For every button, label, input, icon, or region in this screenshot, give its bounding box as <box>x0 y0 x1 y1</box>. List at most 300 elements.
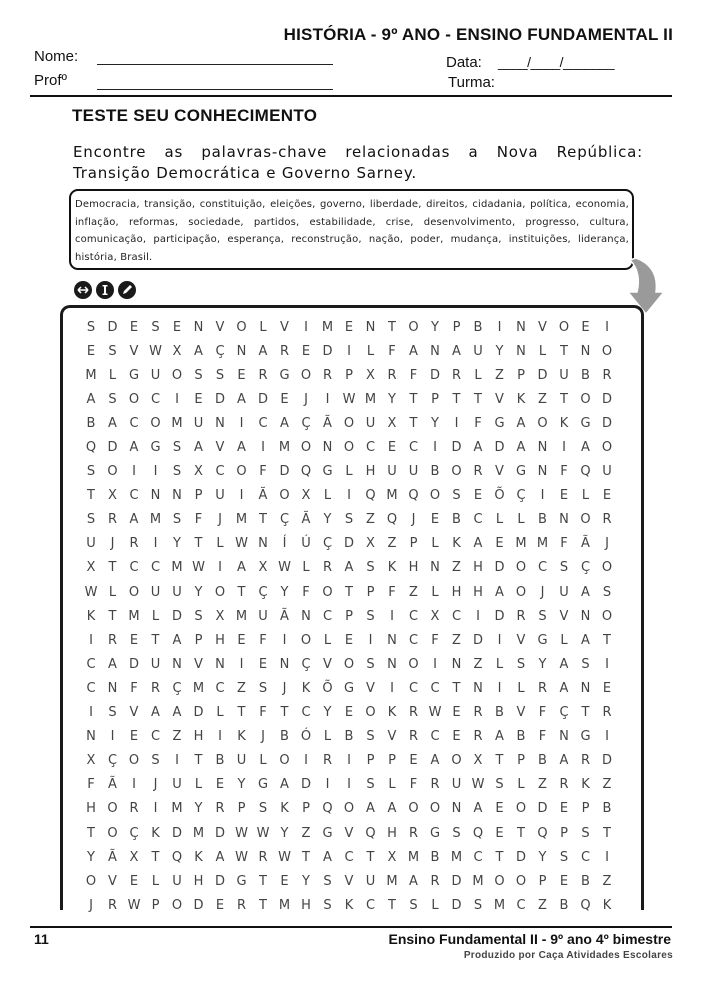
grid-letter[interactable]: G <box>343 680 355 696</box>
grid-letter[interactable]: A <box>237 391 246 407</box>
grid-letter[interactable]: S <box>516 656 526 672</box>
grid-letter[interactable]: W <box>342 391 356 407</box>
grid-letter[interactable]: V <box>387 729 397 745</box>
grid-letter[interactable]: K <box>516 391 526 407</box>
grid-letter[interactable]: I <box>605 319 609 335</box>
grid-letter[interactable]: A <box>172 632 182 648</box>
grid-letter[interactable]: S <box>473 897 483 913</box>
grid-letter[interactable]: I <box>239 415 244 431</box>
grid-letter[interactable]: I <box>175 391 179 407</box>
grid-letter[interactable]: T <box>603 825 611 841</box>
grid-letter[interactable]: C <box>344 849 354 865</box>
grid-letter[interactable]: D <box>494 608 505 624</box>
grid-letter[interactable]: X <box>473 753 483 769</box>
grid-letter[interactable]: V <box>108 873 117 889</box>
grid-letter[interactable]: X <box>366 367 375 383</box>
date-field[interactable]: ____/____/_______ <box>498 54 615 70</box>
grid-letter[interactable]: A <box>129 512 139 528</box>
grid-letter[interactable]: D <box>107 440 118 456</box>
grid-letter[interactable]: O <box>107 825 118 841</box>
grid-letter[interactable]: T <box>388 897 396 913</box>
grid-letter[interactable]: I <box>347 488 351 504</box>
grid-letter[interactable]: E <box>344 705 354 721</box>
grid-letter[interactable]: M <box>85 367 97 383</box>
grid-letter[interactable]: P <box>560 825 568 841</box>
grid-letter[interactable]: T <box>495 753 504 769</box>
grid-letter[interactable]: U <box>602 464 612 480</box>
grid-letter[interactable]: E <box>602 680 612 696</box>
grid-letter[interactable]: T <box>452 680 461 696</box>
grid-letter[interactable]: L <box>538 343 547 359</box>
grid-letter[interactable]: C <box>537 560 548 576</box>
grid-letter[interactable]: K <box>86 608 96 624</box>
grid-letter[interactable]: V <box>516 632 526 648</box>
grid-letter[interactable]: Z <box>538 897 547 913</box>
grid-letter[interactable]: U <box>150 656 161 672</box>
grid-letter[interactable]: A <box>237 440 246 456</box>
grid-letter[interactable]: D <box>515 849 526 865</box>
grid-letter[interactable]: O <box>128 753 140 769</box>
grid-letter[interactable]: U <box>473 343 483 359</box>
grid-letter[interactable]: A <box>86 391 96 407</box>
grid-letter[interactable]: U <box>172 777 182 793</box>
grid-letter[interactable]: R <box>473 705 483 721</box>
grid-letter[interactable]: J <box>89 897 93 913</box>
grid-letter[interactable]: Ã <box>280 608 289 624</box>
grid-letter[interactable]: A <box>430 753 440 769</box>
grid-letter[interactable]: O <box>601 440 613 456</box>
grid-letter[interactable]: N <box>236 343 247 359</box>
grid-letter[interactable]: S <box>602 584 612 600</box>
grid-letter[interactable]: R <box>322 560 333 576</box>
grid-letter[interactable]: H <box>86 801 96 817</box>
grid-letter[interactable]: Ç <box>580 560 591 576</box>
grid-letter[interactable]: O <box>494 873 505 889</box>
grid-letter[interactable]: O <box>171 367 183 383</box>
grid-letter[interactable]: B <box>280 729 289 745</box>
grid-letter[interactable]: P <box>345 608 353 624</box>
grid-letter[interactable]: C <box>451 608 462 624</box>
grid-letter[interactable]: T <box>560 391 568 407</box>
grid-letter[interactable]: A <box>495 584 504 600</box>
grid-letter[interactable]: Y <box>538 656 547 672</box>
grid-letter[interactable]: Ó <box>300 729 312 745</box>
grid-letter[interactable]: F <box>431 632 439 648</box>
grid-letter[interactable]: B <box>430 464 440 480</box>
grid-letter[interactable]: T <box>603 632 611 648</box>
grid-letter[interactable]: G <box>150 440 161 456</box>
grid-letter[interactable]: R <box>322 367 333 383</box>
grid-letter[interactable]: Y <box>495 343 504 359</box>
grid-letter[interactable]: N <box>580 343 591 359</box>
grid-letter[interactable]: B <box>581 873 590 889</box>
grid-letter[interactable]: E <box>473 488 483 504</box>
grid-letter[interactable]: I <box>562 440 566 456</box>
grid-letter[interactable]: A <box>581 584 590 600</box>
grid-letter[interactable]: X <box>301 488 311 504</box>
grid-letter[interactable]: A <box>473 801 483 817</box>
grid-letter[interactable]: L <box>495 512 504 528</box>
grid-letter[interactable]: O <box>171 897 183 913</box>
grid-letter[interactable]: K <box>559 415 569 431</box>
grid-letter[interactable]: P <box>409 536 418 552</box>
grid-letter[interactable]: O <box>343 440 355 456</box>
grid-letter[interactable]: E <box>129 873 139 889</box>
grid-letter[interactable]: D <box>214 873 225 889</box>
grid-letter[interactable]: D <box>279 464 290 480</box>
grid-letter[interactable]: X <box>366 536 375 552</box>
grid-letter[interactable]: N <box>387 656 397 672</box>
grid-letter[interactable]: N <box>580 608 591 624</box>
grid-letter[interactable]: U <box>258 608 268 624</box>
grid-letter[interactable]: B <box>516 729 526 745</box>
grid-letter[interactable]: Ç <box>279 512 290 528</box>
grid-letter[interactable]: W <box>428 705 442 721</box>
grid-letter[interactable]: L <box>366 343 375 359</box>
grid-letter[interactable]: Q <box>580 464 591 480</box>
grid-letter[interactable]: N <box>451 656 462 672</box>
grid-letter[interactable]: E <box>581 319 590 335</box>
grid-letter[interactable]: I <box>110 729 115 745</box>
grid-letter[interactable]: M <box>278 440 291 456</box>
grid-letter[interactable]: I <box>304 319 308 335</box>
grid-letter[interactable]: E <box>215 777 225 793</box>
grid-letter[interactable]: S <box>581 825 590 841</box>
grid-letter[interactable]: X <box>194 464 203 480</box>
grid-letter[interactable]: R <box>387 367 397 383</box>
grid-letter[interactable]: Z <box>301 825 311 841</box>
grid-letter[interactable]: M <box>450 849 463 865</box>
grid-letter[interactable]: C <box>150 560 161 576</box>
grid-letter[interactable]: K <box>387 705 397 721</box>
grid-letter[interactable]: U <box>451 777 462 793</box>
grid-letter[interactable]: T <box>409 415 418 431</box>
grid-letter[interactable]: I <box>454 415 459 431</box>
grid-letter[interactable]: R <box>150 680 161 696</box>
grid-letter[interactable]: T <box>194 753 203 769</box>
grid-letter[interactable]: P <box>581 801 590 817</box>
grid-letter[interactable]: K <box>344 897 354 913</box>
grid-letter[interactable]: E <box>495 536 504 552</box>
grid-letter[interactable]: O <box>236 464 247 480</box>
grid-letter[interactable]: A <box>215 849 225 865</box>
grid-letter[interactable]: F <box>409 777 418 793</box>
grid-letter[interactable]: Q <box>537 825 548 841</box>
grid-letter[interactable]: A <box>516 440 526 456</box>
grid-letter[interactable]: Z <box>538 391 547 407</box>
grid-letter[interactable]: Z <box>387 536 397 552</box>
grid-letter[interactable]: B <box>559 897 569 913</box>
grid-letter[interactable]: L <box>194 777 203 793</box>
grid-letter[interactable]: A <box>194 343 203 359</box>
grid-letter[interactable]: T <box>194 536 203 552</box>
grid-letter[interactable]: C <box>215 464 225 480</box>
grid-letter[interactable]: W <box>278 849 291 865</box>
grid-letter[interactable]: D <box>451 440 462 456</box>
grid-letter[interactable]: I <box>347 753 351 769</box>
grid-letter[interactable]: S <box>495 777 504 793</box>
grid-letter[interactable]: I <box>325 777 330 793</box>
grid-letter[interactable]: R <box>129 536 139 552</box>
grid-letter[interactable]: D <box>107 319 118 335</box>
grid-letter[interactable]: O <box>300 367 312 383</box>
grid-letter[interactable]: S <box>194 608 203 624</box>
grid-letter[interactable]: U <box>215 488 225 504</box>
grid-letter[interactable]: K <box>194 849 203 865</box>
grid-letter[interactable]: Q <box>472 825 484 841</box>
grid-letter[interactable]: T <box>388 319 396 335</box>
grid-letter[interactable]: D <box>537 367 548 383</box>
grid-letter[interactable]: B <box>581 367 590 383</box>
grid-letter[interactable]: E <box>344 632 354 648</box>
grid-letter[interactable]: U <box>387 464 397 480</box>
grid-letter[interactable]: M <box>278 897 291 913</box>
grid-letter[interactable]: A <box>387 801 397 817</box>
grid-letter[interactable]: O <box>601 560 613 576</box>
grid-letter[interactable]: Z <box>366 512 375 528</box>
grid-letter[interactable]: P <box>237 801 246 817</box>
grid-letter[interactable]: H <box>473 560 483 576</box>
teacher-field[interactable] <box>97 89 333 90</box>
grid-letter[interactable]: O <box>236 319 247 335</box>
grid-letter[interactable]: T <box>259 897 267 913</box>
grid-letter[interactable]: D <box>343 536 354 552</box>
grid-letter[interactable]: C <box>365 440 376 456</box>
grid-letter[interactable]: B <box>495 705 504 721</box>
swap-icon[interactable] <box>74 281 92 299</box>
grid-letter[interactable]: Q <box>386 512 398 528</box>
grid-letter[interactable]: A <box>409 343 418 359</box>
grid-letter[interactable]: F <box>388 584 396 600</box>
grid-letter[interactable]: Ã <box>581 536 590 552</box>
grid-letter[interactable]: A <box>172 705 182 721</box>
grid-letter[interactable]: S <box>172 512 182 528</box>
grid-letter[interactable]: L <box>259 319 267 335</box>
grid-letter[interactable]: K <box>151 825 160 841</box>
grid-letter[interactable]: N <box>516 319 526 335</box>
grid-letter[interactable]: Ç <box>129 825 139 841</box>
grid-letter[interactable]: Z <box>409 584 418 600</box>
grid-letter[interactable]: Z <box>602 777 612 793</box>
grid-letter[interactable]: P <box>366 753 375 769</box>
grid-letter[interactable]: T <box>452 391 461 407</box>
grid-letter[interactable]: G <box>128 367 140 383</box>
grid-letter[interactable]: C <box>580 849 591 865</box>
grid-letter[interactable]: O <box>537 415 548 431</box>
grid-letter[interactable]: A <box>452 343 461 359</box>
grid-letter[interactable]: N <box>215 415 225 431</box>
grid-letter[interactable]: U <box>365 415 376 431</box>
grid-letter[interactable]: U <box>559 584 569 600</box>
grid-letter[interactable]: Ã <box>301 512 311 528</box>
grid-letter[interactable]: K <box>237 729 246 745</box>
grid-letter[interactable]: O <box>107 464 118 480</box>
grid-letter[interactable]: T <box>560 343 568 359</box>
grid-letter[interactable]: N <box>387 632 397 648</box>
grid-letter[interactable]: I <box>218 729 222 745</box>
grid-letter[interactable]: S <box>452 825 461 841</box>
grid-letter[interactable]: I <box>433 440 437 456</box>
grid-letter[interactable]: A <box>323 849 332 865</box>
grid-letter[interactable]: A <box>581 632 590 648</box>
grid-letter[interactable]: D <box>214 825 225 841</box>
grid-letter[interactable]: H <box>408 560 419 576</box>
grid-letter[interactable]: A <box>194 440 203 456</box>
grid-letter[interactable]: T <box>237 584 246 600</box>
grid-letter[interactable]: Z <box>495 367 504 383</box>
grid-letter[interactable]: A <box>581 440 590 456</box>
grid-letter[interactable]: N <box>279 656 290 672</box>
grid-letter[interactable]: U <box>559 367 569 383</box>
grid-letter[interactable]: I <box>239 656 244 672</box>
grid-letter[interactable]: Y <box>87 849 95 865</box>
grid-letter[interactable]: R <box>473 729 483 745</box>
grid-letter[interactable]: F <box>87 777 95 793</box>
grid-letter[interactable]: T <box>237 705 246 721</box>
grid-letter[interactable]: Õ <box>322 680 333 696</box>
grid-letter[interactable]: N <box>301 608 311 624</box>
grid-letter[interactable]: Y <box>280 825 289 841</box>
grid-letter[interactable]: L <box>560 632 568 648</box>
grid-letter[interactable]: S <box>366 560 375 576</box>
grid-letter[interactable]: D <box>193 705 204 721</box>
grid-letter[interactable]: R <box>602 367 612 383</box>
grid-letter[interactable]: P <box>151 897 160 913</box>
grid-letter[interactable]: S <box>366 656 375 672</box>
grid-letter[interactable]: I <box>239 488 244 504</box>
grid-letter[interactable]: V <box>344 825 354 841</box>
grid-letter[interactable]: I <box>132 464 136 480</box>
grid-letter[interactable]: E <box>430 512 440 528</box>
grid-letter[interactable]: N <box>193 319 204 335</box>
grid-letter[interactable]: Z <box>473 656 483 672</box>
grid-letter[interactable]: E <box>129 632 139 648</box>
grid-letter[interactable]: U <box>150 367 161 383</box>
grid-letter[interactable]: D <box>601 391 612 407</box>
grid-letter[interactable]: Õ <box>494 488 505 504</box>
grid-letter[interactable]: G <box>236 873 247 889</box>
grid-letter[interactable]: W <box>235 536 248 552</box>
grid-letter[interactable]: N <box>516 343 526 359</box>
grid-letter[interactable]: O <box>343 656 355 672</box>
grid-letter[interactable]: O <box>580 391 591 407</box>
grid-letter[interactable]: Q <box>85 440 97 456</box>
grid-letter[interactable]: H <box>301 897 311 913</box>
grid-letter[interactable]: K <box>581 777 590 793</box>
grid-letter[interactable]: O <box>429 801 441 817</box>
grid-letter[interactable]: J <box>110 536 115 552</box>
grid-letter[interactable]: W <box>149 343 162 359</box>
grid-letter[interactable]: Z <box>602 873 612 889</box>
grid-letter[interactable]: E <box>86 343 96 359</box>
grid-letter[interactable]: B <box>602 801 612 817</box>
grid-letter[interactable]: S <box>323 897 332 913</box>
grid-letter[interactable]: V <box>516 705 526 721</box>
grid-letter[interactable]: T <box>366 849 375 865</box>
grid-letter[interactable]: O <box>322 584 333 600</box>
grid-letter[interactable]: S <box>86 512 96 528</box>
grid-letter[interactable]: U <box>193 415 204 431</box>
grid-letter[interactable]: R <box>559 777 569 793</box>
grid-letter[interactable]: C <box>258 415 268 431</box>
grid-letter[interactable]: C <box>430 729 440 745</box>
grid-letter[interactable]: F <box>302 584 310 600</box>
grid-letter[interactable]: O <box>408 801 419 817</box>
grid-letter[interactable]: L <box>431 897 439 913</box>
grid-letter[interactable]: Ã <box>108 849 117 865</box>
grid-letter[interactable]: E <box>344 319 354 335</box>
grid-letter[interactable]: C <box>408 608 419 624</box>
grid-letter[interactable]: L <box>431 536 439 552</box>
grid-letter[interactable]: J <box>540 584 545 600</box>
grid-letter[interactable]: U <box>408 464 419 480</box>
grid-letter[interactable]: L <box>517 680 525 696</box>
grid-letter[interactable]: L <box>216 536 224 552</box>
grid-letter[interactable]: W <box>235 849 248 865</box>
grid-letter[interactable]: R <box>408 705 419 721</box>
grid-letter[interactable]: A <box>473 440 483 456</box>
grid-letter[interactable]: S <box>366 777 375 793</box>
grid-letter[interactable]: G <box>537 632 548 648</box>
grid-letter[interactable]: O <box>343 415 355 431</box>
grid-letter[interactable]: I <box>368 632 373 648</box>
grid-letter[interactable]: N <box>258 536 268 552</box>
grid-letter[interactable]: C <box>150 729 161 745</box>
grid-letter[interactable]: E <box>172 319 182 335</box>
grid-letter[interactable]: Q <box>171 849 183 865</box>
grid-letter[interactable]: Q <box>365 825 376 841</box>
pencil-icon[interactable] <box>118 281 136 299</box>
grid-letter[interactable]: R <box>279 343 290 359</box>
grid-letter[interactable]: L <box>108 584 117 600</box>
grid-letter[interactable]: S <box>151 319 160 335</box>
grid-letter[interactable]: X <box>172 343 182 359</box>
grid-letter[interactable]: O <box>558 319 570 335</box>
grid-letter[interactable]: W <box>235 825 248 841</box>
grid-letter[interactable]: I <box>497 680 502 696</box>
grid-letter[interactable]: O <box>85 873 97 889</box>
grid-letter[interactable]: S <box>323 873 332 889</box>
grid-letter[interactable]: M <box>386 488 398 504</box>
grid-letter[interactable]: R <box>580 753 591 769</box>
grid-letter[interactable]: N <box>537 464 548 480</box>
grid-letter[interactable]: F <box>560 536 568 552</box>
grid-letter[interactable]: S <box>366 729 375 745</box>
grid-letter[interactable]: Ã <box>108 777 117 793</box>
grid-letter[interactable]: E <box>280 391 289 407</box>
grid-letter[interactable]: B <box>215 753 225 769</box>
info-icon[interactable] <box>96 281 114 299</box>
grid-letter[interactable]: E <box>559 873 569 889</box>
grid-letter[interactable]: V <box>559 608 569 624</box>
grid-letter[interactable]: H <box>365 464 376 480</box>
grid-letter[interactable]: T <box>495 849 504 865</box>
grid-letter[interactable]: W <box>256 825 270 841</box>
grid-letter[interactable]: O <box>429 488 441 504</box>
grid-letter[interactable]: F <box>409 367 418 383</box>
grid-letter[interactable]: U <box>365 873 376 889</box>
grid-letter[interactable]: N <box>215 656 225 672</box>
grid-letter[interactable]: R <box>408 825 419 841</box>
grid-letter[interactable]: Ç <box>301 415 311 431</box>
grid-letter[interactable]: O <box>128 584 140 600</box>
grid-letter[interactable]: D <box>322 343 333 359</box>
grid-letter[interactable]: E <box>129 729 139 745</box>
grid-letter[interactable]: C <box>365 897 376 913</box>
grid-letter[interactable]: N <box>430 343 440 359</box>
grid-letter[interactable]: L <box>388 777 396 793</box>
grid-letter[interactable]: T <box>151 849 160 865</box>
